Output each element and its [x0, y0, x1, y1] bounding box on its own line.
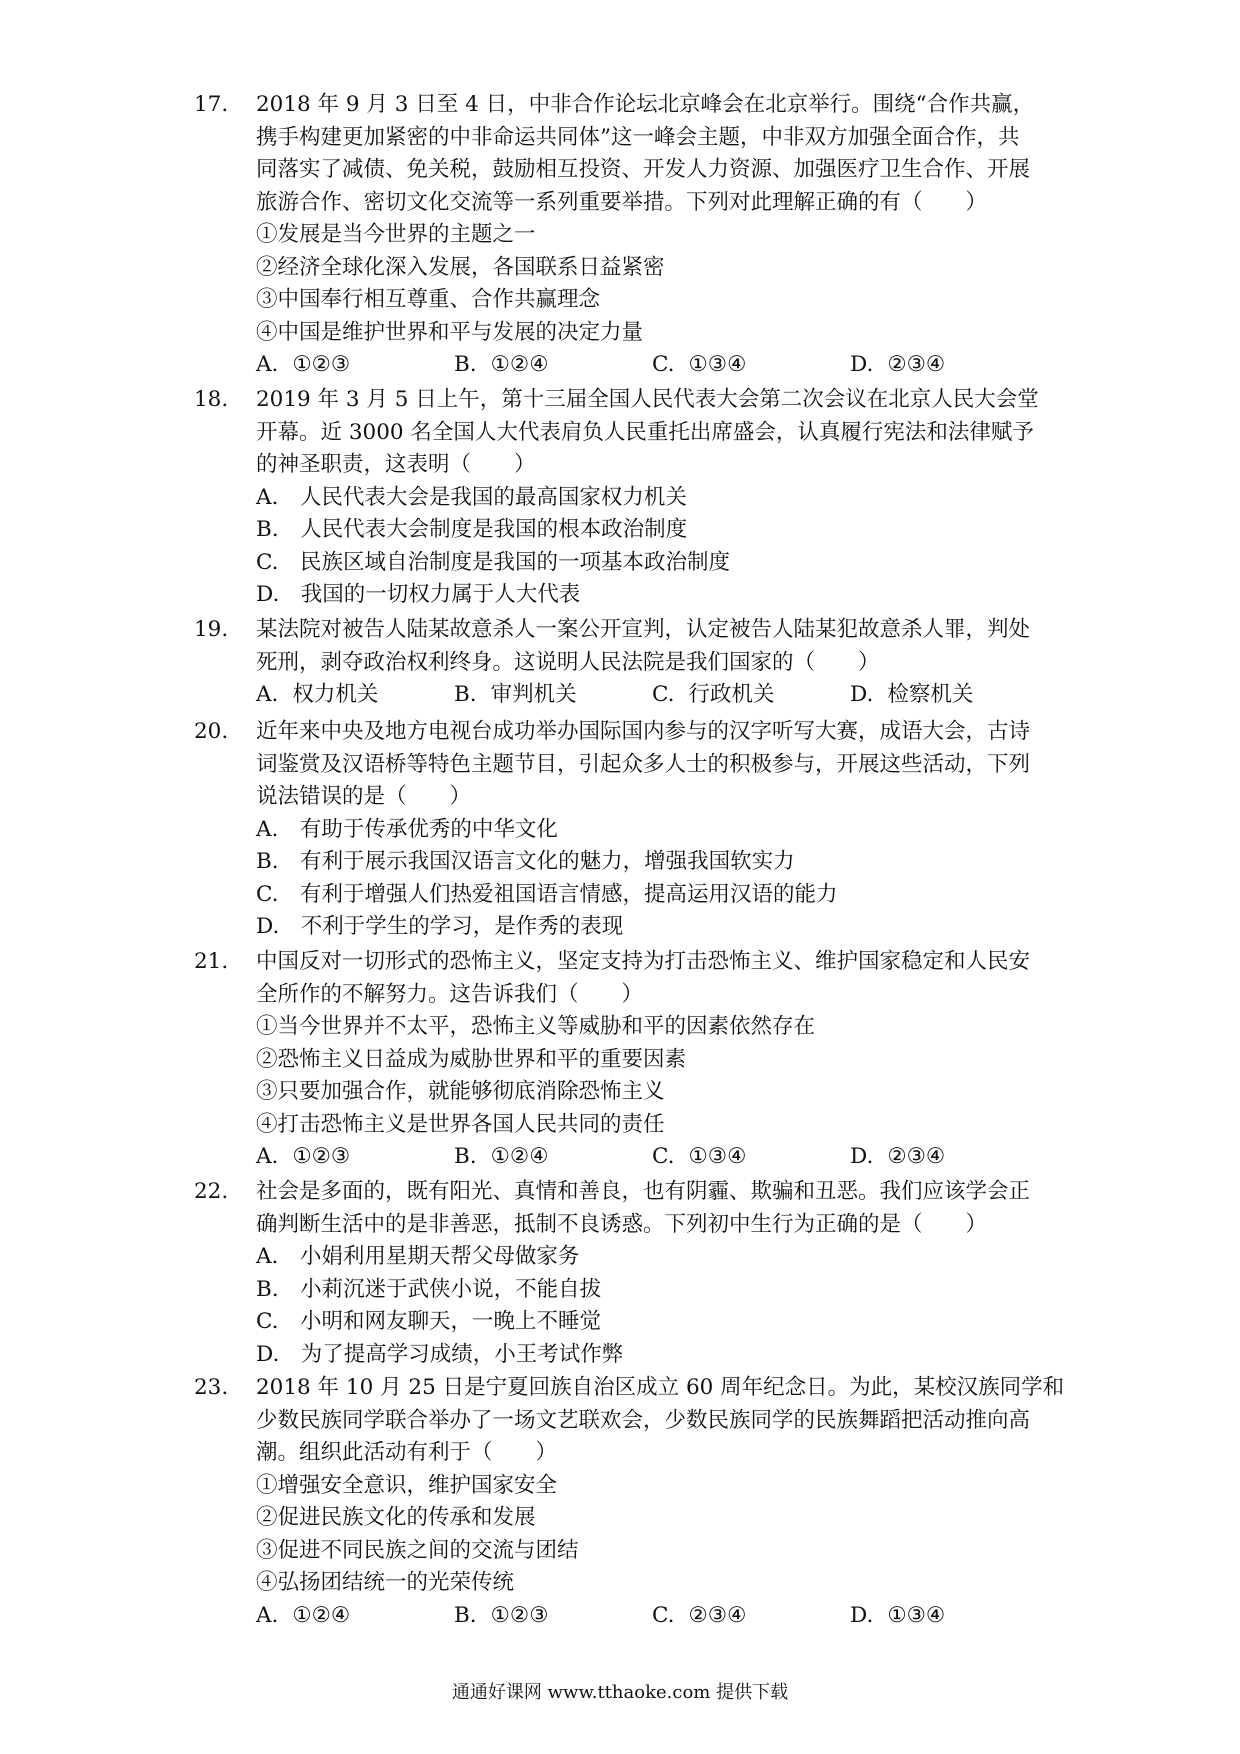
answer-choices: [194, 349, 1054, 382]
choice-d[interactable]: [850, 1600, 1048, 1633]
stem-line: 某法院对被告人陆某故意杀人一案公开宣判，认定被告人陆某犯故意杀人罪，判处: [256, 617, 1031, 642]
statement: ④打击恐怖主义是世界各国人民共同的责任: [256, 1111, 665, 1137]
choice-letter: D.: [850, 1602, 874, 1628]
stem-line: 2019 年 3 月 5 日上午，第十三届全国人民代表大会第二次会议在北京人民大会堂: [256, 387, 1039, 412]
choice-letter: C.: [652, 682, 675, 707]
stem-line: 社会是多面的，既有阳光、真情和善良，也有阴霾、欺骗和丑恶。我们应该学会正: [256, 1179, 1031, 1204]
question-number: 21.: [194, 949, 229, 974]
choice-letter: C.: [652, 1602, 675, 1628]
choice-text: 行政机关: [688, 682, 775, 707]
stem-line: 死刑，剥夺政治权利终身。这说明人民法院是我们国家的（ ）: [256, 649, 880, 675]
stem-line: 中国反对一切形式的恐怖主义，坚定支持为打击恐怖主义、维护国家稳定和人民安: [256, 949, 1031, 974]
statement: ②促进民族文化的传承和发展: [256, 1505, 536, 1530]
question-number: 23.: [194, 1375, 229, 1400]
choice-letter: A.: [256, 682, 279, 707]
statement: ④中国是维护世界和平与发展的决定力量: [256, 319, 644, 345]
choice-text: ①③④: [688, 1144, 747, 1169]
choice-b[interactable]: [454, 349, 652, 382]
choice-c[interactable]: [652, 349, 850, 382]
choice-letter: D.: [850, 1144, 874, 1169]
statement: ③中国奉行相互尊重、合作共赢理念: [256, 287, 601, 312]
choice-letter: B.: [454, 682, 477, 707]
stem-text: [256, 384, 1054, 482]
choice-d[interactable]: [850, 349, 1048, 382]
question-number: 19.: [194, 617, 229, 642]
choice-letter: B.: [454, 352, 477, 377]
choice-b[interactable]: [454, 1141, 652, 1174]
choice-text: ①③④: [688, 352, 747, 377]
choice-letter: B.: [454, 1602, 477, 1628]
stem-line: 确判断生活中的是非善恶，抵制不良诱惑。下列初中生行为正确的是（ ）: [256, 1211, 988, 1237]
choice-letter: A.: [256, 1602, 279, 1628]
choice-a[interactable]: [256, 349, 454, 382]
stem-line: 少数民族同学联合举办了一场文艺联欢会，少数民族同学的民族舞蹈把活动推向高: [256, 1407, 1031, 1433]
choice-text: ①②③: [490, 1602, 549, 1628]
question-number: 17.: [194, 92, 229, 117]
choice-c[interactable]: [652, 1600, 850, 1633]
option[interactable]: B. 人民代表大会制度是我国的根本政治制度: [256, 517, 688, 542]
stem-text: [256, 946, 1054, 1011]
stem-line: 2018 年 9 月 3 日至 4 日，中非合作论坛北京峰会在北京举行。围绕“合作共赢，: [256, 92, 1035, 117]
choice-text: 权力机关: [292, 682, 379, 707]
choice-letter: D.: [850, 682, 874, 707]
stem-line: 潮。组织此活动有利于（ ）: [256, 1440, 558, 1465]
option[interactable]: A. 人民代表大会是我国的最高国家权力机关: [256, 484, 687, 510]
stem-line: 说法错误的是（ ）: [256, 784, 472, 809]
choice-a[interactable]: [256, 1141, 454, 1174]
question-number: 18.: [194, 387, 229, 412]
stem-text: [256, 614, 1054, 679]
statement: ②恐怖主义日益成为威胁世界和平的重要因素: [256, 1046, 687, 1072]
option[interactable]: A. 小娟利用星期天帮父母做家务: [256, 1244, 580, 1269]
question-stem: [194, 946, 1054, 1011]
stem-line: 2018 年 10 月 25 日是宁夏回族自治区成立 60 周年纪念日。为此，某校汉族同学和: [256, 1375, 1065, 1400]
choice-c[interactable]: [652, 679, 850, 712]
stem-line: 的神圣职责，这表明（ ）: [256, 452, 536, 477]
question-stem: [194, 1372, 1065, 1470]
statement: ①当今世界并不太平，恐怖主义等威胁和平的因素依然存在: [256, 1014, 816, 1039]
stem-text: [256, 716, 1054, 814]
choice-text: ②③④: [887, 1144, 946, 1169]
option[interactable]: B. 有利于展示我国汉语言文化的魅力，增强我国软实力: [256, 849, 795, 874]
choice-text: 审判机关: [490, 682, 577, 707]
question-20: [194, 716, 1054, 944]
option[interactable]: D. 不利于学生的学习，是作秀的表现: [256, 914, 624, 939]
stem-text: [256, 1176, 1054, 1241]
choice-letter: A.: [256, 352, 279, 377]
stem-line: 词鉴赏及汉语桥等特色主题节目，引起众多人士的积极参与，开展这些活动，下列: [256, 751, 1031, 777]
stem-line: 携手构建更加紧密的中非命运共同体”这一峰会主题，中非双方加强全面合作，共: [256, 124, 1020, 150]
question-23: [194, 1372, 1065, 1632]
choice-b[interactable]: [454, 1600, 652, 1633]
choice-text: 检察机关: [887, 682, 974, 707]
question-17: [194, 89, 1054, 382]
answer-choices: [194, 1141, 1054, 1174]
question-stem: [194, 716, 1054, 814]
stem-text: [256, 89, 1054, 219]
question-stem: [194, 614, 1054, 679]
option[interactable]: B. 小莉沉迷于武侠小说，不能自拔: [256, 1276, 602, 1302]
statement: ①增强安全意识，维护国家安全: [256, 1472, 558, 1498]
question-19: [194, 614, 1054, 712]
question-stem: [194, 1176, 1054, 1241]
statement: ②经济全球化深入发展，各国联系日益紧密: [256, 254, 665, 280]
answer-choices: [194, 679, 1054, 712]
stem-line: 旅游合作、密切文化交流等一系列重要举措。下列对此理解正确的有（ ）: [256, 189, 988, 215]
choice-c[interactable]: [652, 1141, 850, 1174]
choice-text: ①②③: [292, 1144, 351, 1169]
question-22: [194, 1176, 1054, 1371]
question-number: 22.: [194, 1179, 229, 1204]
stem-line: 近年来中央及地方电视台成功举办国际国内参与的汉字听写大赛，成语大会，古诗: [256, 719, 1031, 744]
option[interactable]: D. 为了提高学习成绩，小王考试作弊: [256, 1341, 624, 1367]
statement: ③促进不同民族之间的交流与团结: [256, 1537, 579, 1563]
choice-text: ①②③: [292, 352, 351, 377]
option[interactable]: C. 小明和网友聊天，一晚上不睡觉: [256, 1309, 602, 1334]
choice-d[interactable]: [850, 1141, 1048, 1174]
choice-letter: C.: [652, 352, 675, 377]
option[interactable]: C. 有利于增强人们热爱祖国语言情感，提高运用汉语的能力: [256, 881, 838, 907]
stem-text: [256, 1372, 1064, 1470]
choice-d[interactable]: [850, 679, 1048, 712]
choice-text: ①②④: [490, 1144, 549, 1169]
question-18: [194, 384, 1054, 612]
choice-letter: D.: [850, 352, 874, 377]
stem-line: 全所作的不解努力。这告诉我们（ ）: [256, 981, 644, 1007]
option[interactable]: D. 我国的一切权力属于人大代表: [256, 582, 581, 607]
statement: ④弘扬团结统一的光荣传统: [256, 1570, 515, 1595]
choice-text: ②③④: [887, 352, 946, 377]
option[interactable]: A. 有助于传承优秀的中华文化: [256, 816, 558, 842]
question-21: [194, 946, 1054, 1174]
question-stem: [194, 89, 1054, 219]
choice-b[interactable]: [454, 679, 652, 712]
choice-text: ①②④: [292, 1602, 351, 1628]
question-number: 20.: [194, 719, 229, 744]
choice-text: ①②④: [490, 352, 549, 377]
choice-letter: B.: [454, 1144, 477, 1169]
choice-a[interactable]: [256, 1600, 454, 1633]
answer-choices: [194, 1600, 1054, 1633]
page-footer: 通通好课网 www.tthaoke.com 提供下载: [451, 1682, 789, 1703]
question-stem: [194, 384, 1054, 482]
choice-text: ②③④: [688, 1602, 747, 1628]
option[interactable]: C. 民族区域自治制度是我国的一项基本政治制度: [256, 549, 731, 575]
choice-text: ①③④: [887, 1602, 946, 1628]
choice-letter: C.: [652, 1144, 675, 1169]
statement: ①发展是当今世界的主题之一: [256, 222, 536, 247]
choice-a[interactable]: [256, 679, 454, 712]
choice-letter: A.: [256, 1144, 279, 1169]
stem-line: 同落实了减债、免关税，鼓励相互投资、开发人力资源、加强医疗卫生合作、开展: [256, 157, 1031, 182]
statement: ③只要加强合作，就能够彻底消除恐怖主义: [256, 1079, 665, 1104]
stem-line: 开幕。近 3000 名全国人大代表肩负人民重托出席盛会，认真履行宪法和法律赋予: [256, 419, 1034, 445]
